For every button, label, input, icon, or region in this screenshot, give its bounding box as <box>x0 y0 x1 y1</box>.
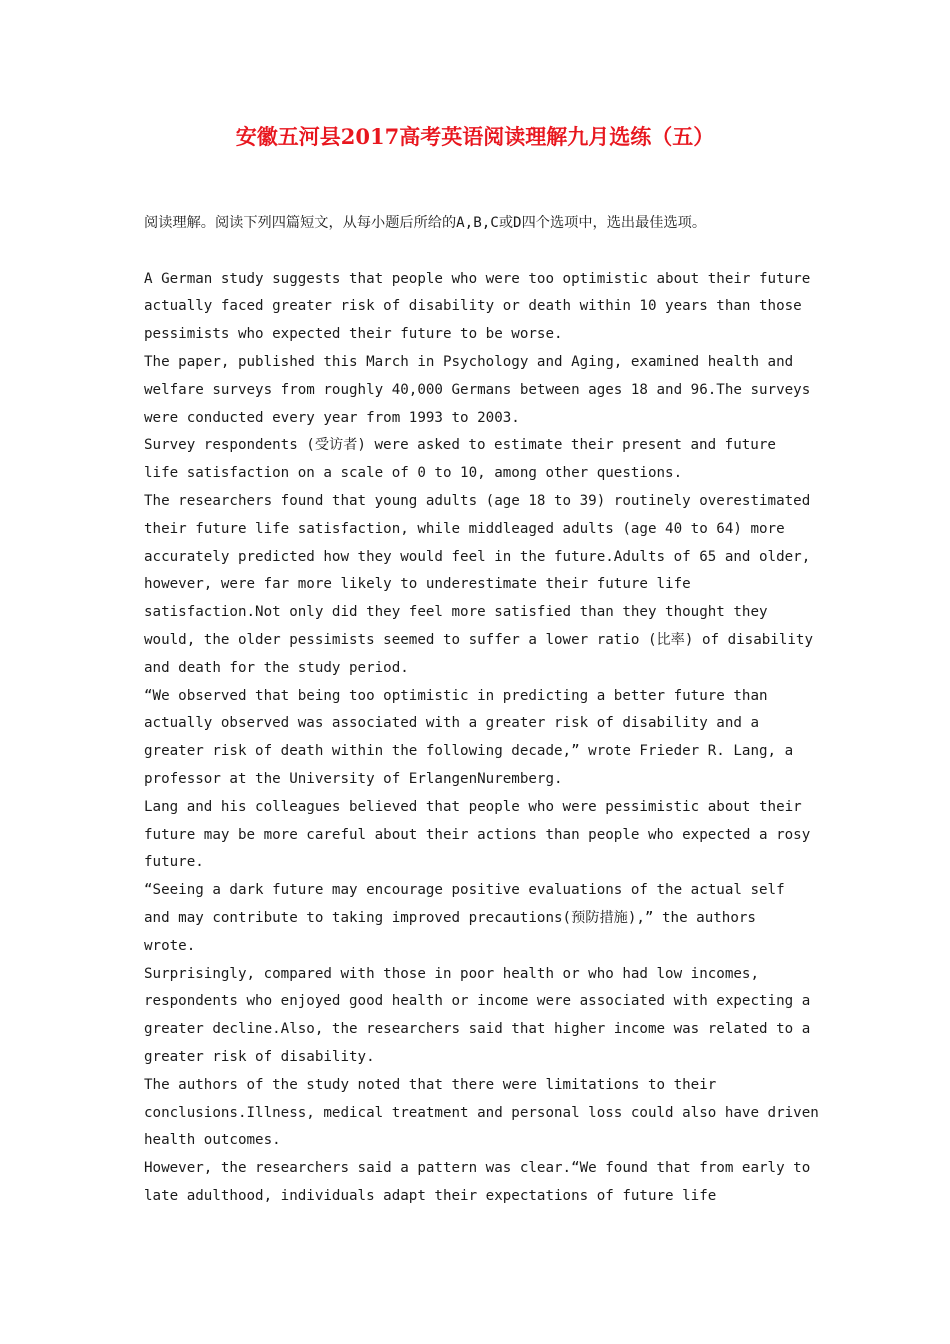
passage-paragraph <box>144 794 816 877</box>
paragraph-line: Surprisingly, compared with those in poor health or who had low incomes, <box>144 965 759 982</box>
document-title: 安徽五河县2017高考英语阅读理解九月选练（五） <box>235 124 715 149</box>
paragraph-line: wrote. <box>144 937 196 954</box>
passage-paragraph <box>144 432 816 488</box>
passage-paragraph <box>144 349 816 432</box>
paragraph-line: health outcomes. <box>144 1132 281 1149</box>
paragraph-line: and may contribute to taking improved precautions(预防措施),” the authors <box>144 909 756 926</box>
passage-paragraph <box>144 1155 816 1211</box>
paragraph-line: “Seeing a dark future may encourage positive evaluations of the actual self <box>144 882 785 899</box>
paragraph-line: would, the older pessimists seemed to suffer a lower ratio (比率) of disability <box>144 631 813 648</box>
passage-paragraph <box>144 961 816 1072</box>
paragraph-line: greater risk of death within the following decade,” wrote Frieder R. Lang, a <box>144 743 794 760</box>
paragraph-line: welfare surveys from roughly 40,000 Germans between ages 18 and 96.The surveys <box>144 381 811 398</box>
passage-paragraph <box>144 266 816 349</box>
paragraph-line: actually faced greater risk of disability or death within 10 years than those <box>144 298 802 315</box>
passage-paragraph <box>144 877 816 960</box>
paragraph-line: their future life satisfaction, while middleaged adults (age 40 to 64) more <box>144 520 785 537</box>
paragraph-line: future. <box>144 854 204 871</box>
paragraph-line: and death for the study period. <box>144 659 409 676</box>
paragraph-line: accurately predicted how they would feel in the future.Adults of 65 and older, <box>144 548 811 565</box>
paragraph-line: professor at the University of ErlangenNuremberg. <box>144 770 563 787</box>
paragraph-line: actually observed was associated with a greater risk of disability and a <box>144 715 759 732</box>
paragraph-line: “We observed that being too optimistic in predicting a better future than <box>144 687 768 704</box>
paragraph-line: Lang and his colleagues believed that people who were pessimistic about their <box>144 798 802 815</box>
paragraph-line: however, were far more likely to underestimate their future life <box>144 576 691 593</box>
passage-paragraph <box>144 488 816 683</box>
paragraph-line: respondents who enjoyed good health or income were associated with expecting a <box>144 993 811 1010</box>
blank-line <box>144 238 816 266</box>
passage-paragraph <box>144 683 816 794</box>
paragraph-line: satisfaction.Not only did they feel more satisfied than they thought they <box>144 604 768 621</box>
paragraph-line: future may be more careful about their actions than people who expected a rosy <box>144 826 811 843</box>
paragraph-line: A German study suggests that people who were too optimistic about their future <box>144 270 811 287</box>
paragraph-line: life satisfaction on a scale of 0 to 10, among other questions. <box>144 465 683 482</box>
paragraph-line: pessimists who expected their future to be worse. <box>144 326 563 343</box>
paragraph-line: greater decline.Also, the researchers said that higher income was related to a <box>144 1021 811 1038</box>
paragraph-line: greater risk of disability. <box>144 1048 375 1065</box>
paragraph-line: The researchers found that young adults (age 18 to 39) routinely overestimated <box>144 492 811 509</box>
paragraph-line: were conducted every year from 1993 to 2003. <box>144 409 520 426</box>
passage <box>144 266 819 1211</box>
passage-paragraph <box>144 1072 819 1155</box>
paragraph-line: However, the researchers said a pattern was clear.“We found that from early to <box>144 1160 811 1177</box>
paragraph-line: Survey respondents (受访者) were asked to estimate their present and future <box>144 437 776 454</box>
paragraph-line: The authors of the study noted that there were limitations to their <box>144 1076 717 1093</box>
paragraph-line: The paper, published this March in Psychology and Aging, examined health and <box>144 353 794 370</box>
paragraph-line: late adulthood, individuals adapt their expectations of future life <box>144 1187 717 1204</box>
document-body <box>144 210 819 1211</box>
instructions-text: 阅读理解。阅读下列四篇短文，从每小题后所给的A,B,C或D四个选项中，选出最佳选项。 <box>144 215 707 231</box>
paragraph-line: conclusions.Illness, medical treatment and personal loss could also have driven <box>144 1104 819 1121</box>
